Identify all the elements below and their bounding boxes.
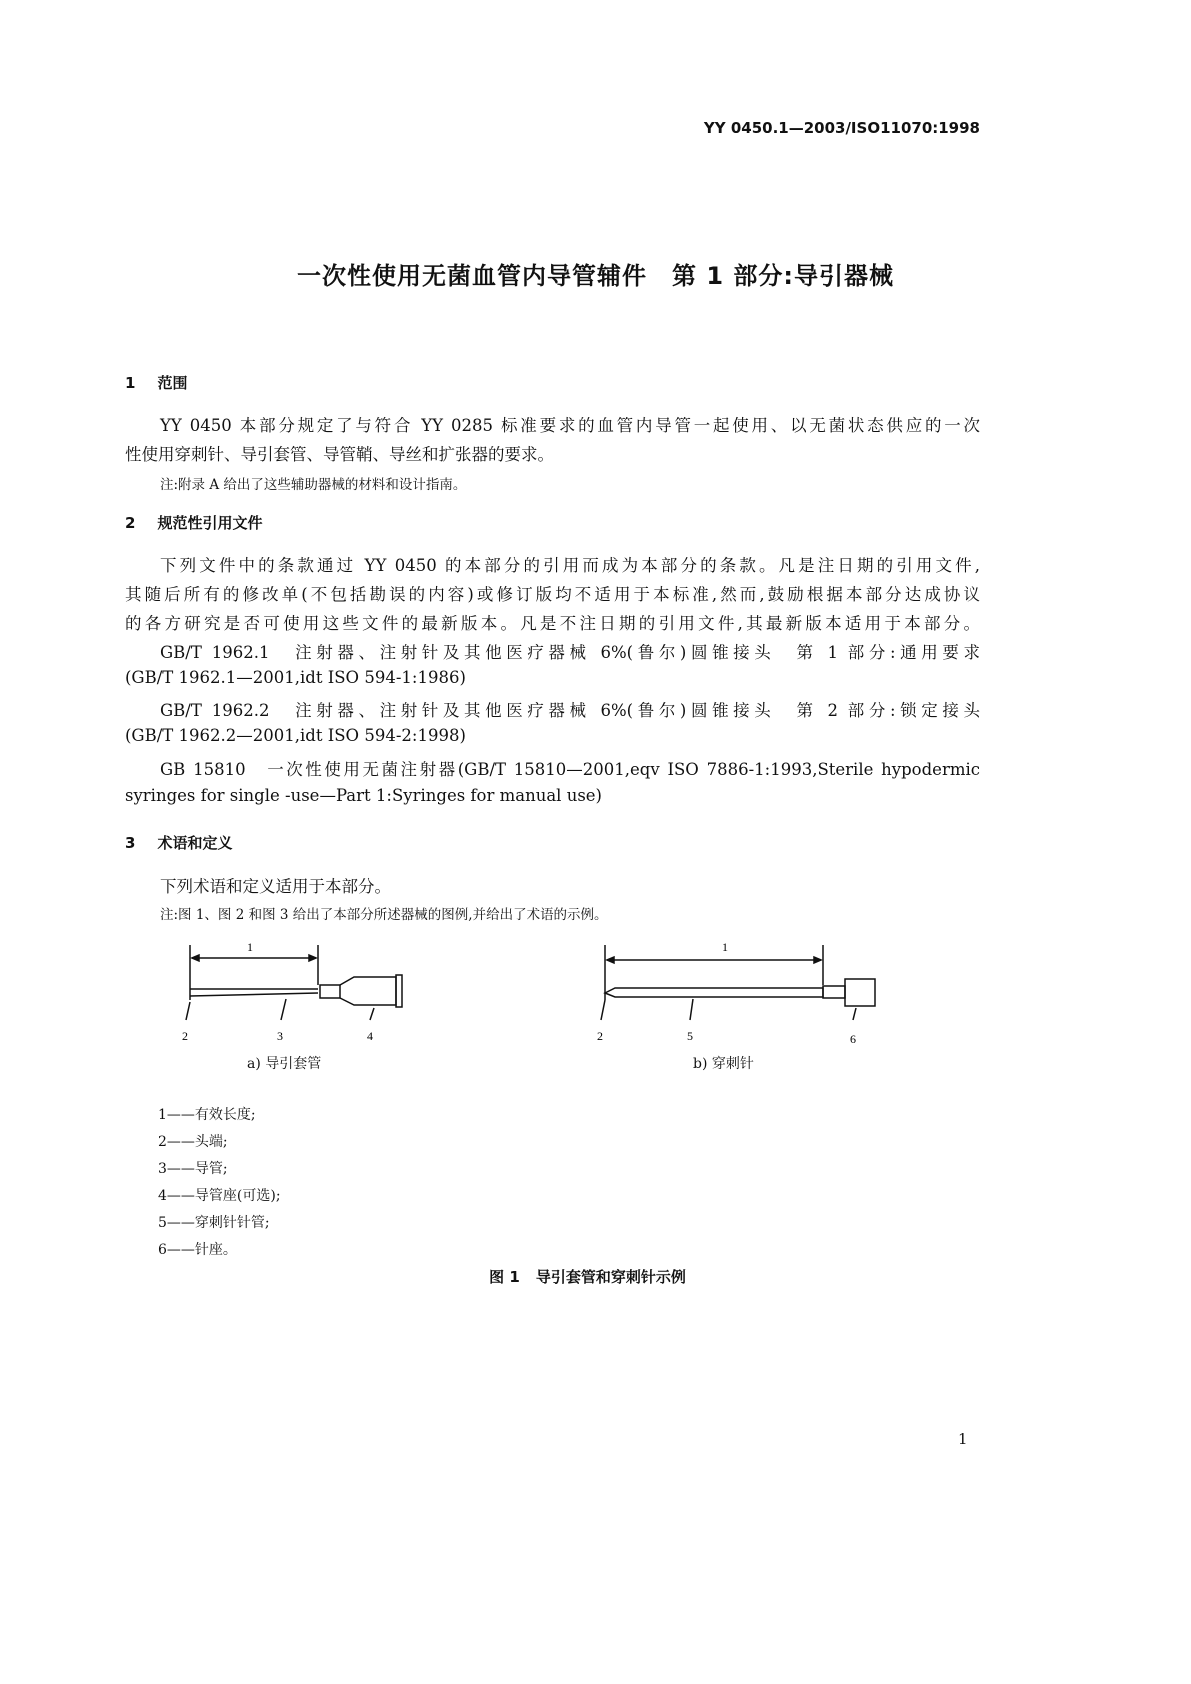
legend-item: 3——导管; (158, 1161, 228, 1177)
note: 注:附录 A 给出了这些辅助器械的材料和设计指南。 (160, 477, 467, 493)
legend-item: 6——针座。 (158, 1242, 237, 1258)
reference-line: GB/T 1962.2 注射器、注射针及其他医疗器械 6%(鲁尔)圆锥接头 第 2 部分:锁定接头 (160, 701, 980, 720)
section-title: 规范性引用文件 (157, 514, 263, 532)
paragraph-line: 下列术语和定义适用于本部分。 (160, 877, 391, 896)
section-title: 范围 (157, 374, 188, 392)
legend-item: 2——头端; (158, 1134, 228, 1150)
reference-line: (GB/T 1962.1—2001,idt ISO 594-1:1986) (125, 668, 466, 687)
paragraph-line: 下列文件中的条款通过 YY 0450 的本部分的引用而成为本部分的条款。凡是注日期的引用文件, (160, 556, 980, 575)
document-header: YY 0450.1—2003/ISO11070:1998 (703, 119, 980, 137)
section-number: 1 (125, 374, 136, 392)
reference-line: syringes for single -use—Part 1:Syringes for manual use) (125, 786, 602, 805)
label-2a: 2 (182, 1029, 188, 1043)
label-5b: 5 (687, 1029, 693, 1043)
reference-line: GB/T 1962.1 注射器、注射针及其他医疗器械 6%(鲁尔)圆锥接头 第 1 部分:通用要求 (160, 643, 980, 662)
figure-title-text: 导引套管和穿刺针示例 (535, 1268, 686, 1286)
legend-item: 5——穿刺针针管; (158, 1215, 270, 1231)
section-number: 3 (125, 834, 136, 852)
label-1b: 1 (722, 940, 728, 954)
note: 注:图 1、图 2 和图 3 给出了本部分所述器械的图例,并给出了术语的示例。 (160, 907, 608, 923)
legend-item: 1——有效长度; (158, 1107, 256, 1123)
figure-number: 图 1 (489, 1268, 520, 1286)
figure-title (0, 1266, 1191, 1287)
figure-caption-b: b) 穿刺针 (693, 1056, 754, 1072)
page-title: 一次性使用无菌血管内导管辅件 第 1 部分:导引器械 (296, 262, 894, 290)
label-6b: 6 (850, 1032, 856, 1046)
legend-item: 4——导管座(可选); (158, 1188, 281, 1204)
reference-line: (GB/T 1962.2—2001,idt ISO 594-2:1998) (125, 726, 466, 745)
label-2b: 2 (597, 1029, 603, 1043)
introducer-catheter-drawing (186, 945, 402, 1020)
label-3a: 3 (277, 1029, 283, 1043)
section-number: 2 (125, 514, 136, 532)
paragraph-line: YY 0450 本部分规定了与符合 YY 0285 标准要求的血管内导管一起使用、以无菌状态供应的一次 (160, 416, 980, 435)
puncture-needle-drawing (601, 945, 875, 1020)
figure-caption-a: a) 导引套管 (247, 1056, 322, 1072)
label-4a: 4 (367, 1029, 373, 1043)
paragraph-line: 其随后所有的修改单(不包括勘误的内容)或修订版均不适用于本标准,然而,鼓励根据本部分达成协议 (125, 585, 980, 604)
paragraph-line: 的各方研究是否可使用这些文件的最新版本。凡是不注日期的引用文件,其最新版本适用于本部分。 (125, 614, 980, 633)
reference-line: GB 15810 一次性使用无菌注射器(GB/T 15810—2001,eqv ISO 7886-1:1993,Sterile hypodermic (160, 760, 980, 779)
label-1a: 1 (247, 940, 253, 954)
section-title: 术语和定义 (157, 834, 233, 852)
page-number: 1 (958, 1430, 968, 1448)
paragraph-line: 性使用穿刺针、导引套管、导管鞘、导丝和扩张器的要求。 (125, 445, 554, 464)
